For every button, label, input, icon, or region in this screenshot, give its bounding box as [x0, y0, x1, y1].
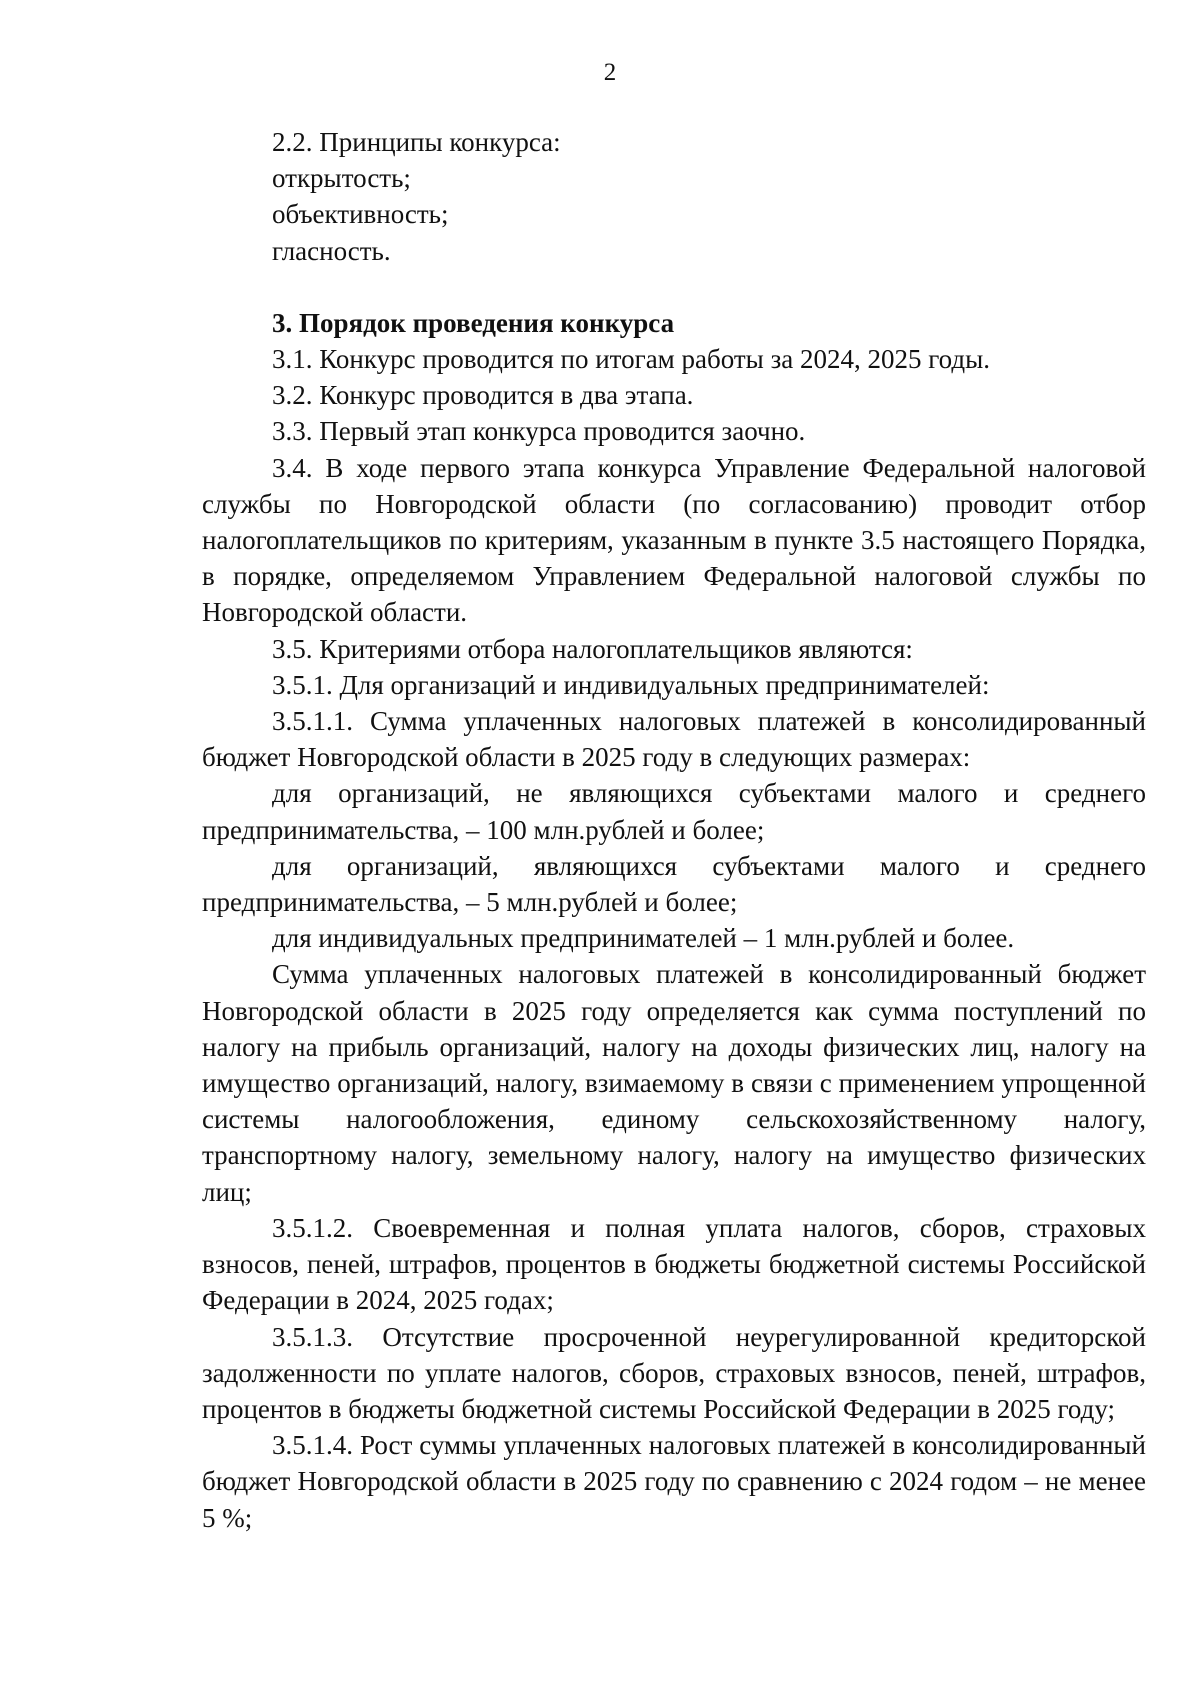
principle-item: объективность;	[272, 199, 449, 230]
document-body	[202, 124, 1146, 1536]
paragraph-3-5-1-1: 3.5.1.1. Сумма уплаченных налоговых платежей в консолидированный бюджет Новгородской области в 2025 году в следующих размерах:	[202, 706, 1146, 773]
section-heading: 3. Порядок проведения конкурса	[272, 307, 675, 338]
paragraph-3-3: 3.3. Первый этап конкурса проводится заочно.	[272, 416, 806, 447]
paragraph-3-5-1: 3.5.1. Для организаций и индивидуальных предпринимателей:	[272, 669, 990, 700]
paragraph-3-5-1-4: 3.5.1.4. Рост суммы уплаченных налоговых платежей в консолидированный бюджет Новгородской области в 2025 году по сравнению с 2024 годом – не менее 5 %;	[202, 1430, 1146, 1533]
paragraph-3-1: 3.1. Конкурс проводится по итогам работы за 2024, 2025 годы.	[272, 344, 990, 375]
paragraph-3-5-1-2: 3.5.1.2. Своевременная и полная уплата налогов, сборов, страховых взносов, пеней, штрафов, процентов в бюджеты бюджетной системы Российской Федерации в 2024, 2025 годах;	[202, 1212, 1146, 1316]
paragraph-3-4: 3.4. В ходе первого этапа конкурса Управление Федеральной налоговой службы по Новгородской области (по согласованию) проводит отбор налогоплательщиков по критериям, указанным в пункте 3.5 настоящего Порядка, в порядке, определяемом Управлением Федеральной налоговой службы по Новгородской области.	[202, 452, 1146, 628]
threshold-small-organizations: для организаций, являющихся субъектами малого и среднего предпринимательства, – 5 млн.рублей и более;	[202, 850, 1146, 918]
paragraph-3-2: 3.2. Конкурс проводится в два этапа.	[272, 380, 694, 411]
tax-sum-definition: Сумма уплаченных налоговых платежей в консолидированный бюджет Новгородской области в 2025 году определяется как сумма поступлений по налогу на прибыль организаций, налогу на доходы физических лиц, налогу на имущество организаций, налогу, взимаемому в связи с применением упрощенной системы налогообложения, единому сельскохозяйственному налогу, транспортному налогу, земельному налогу, налогу на имущество физических лиц;	[202, 959, 1146, 1207]
section-gap	[202, 269, 1146, 305]
threshold-large-organizations: для организаций, не являющихся субъектами малого и среднего предпринимательства, – 100 млн.рублей и более;	[202, 778, 1146, 845]
threshold-entrepreneurs: для индивидуальных предпринимателей – 1 млн.рублей и более.	[272, 923, 1015, 954]
principle-item: гласность.	[272, 235, 391, 266]
paragraph-3-5-1-3: 3.5.1.3. Отсутствие просроченной неурегулированной кредиторской задолженности по уплате налогов, сборов, страховых взносов, пеней, штрафов, процентов в бюджеты бюджетной системы Российской Федерации в 2025 году;	[202, 1321, 1146, 1424]
principles-heading: 2.2. Принципы конкурса:	[272, 127, 561, 157]
page-number: 2	[603, 59, 617, 86]
principle-item: открытость;	[272, 163, 411, 194]
paragraph-3-5: 3.5. Критериями отбора налогоплательщиков являются:	[272, 633, 913, 664]
